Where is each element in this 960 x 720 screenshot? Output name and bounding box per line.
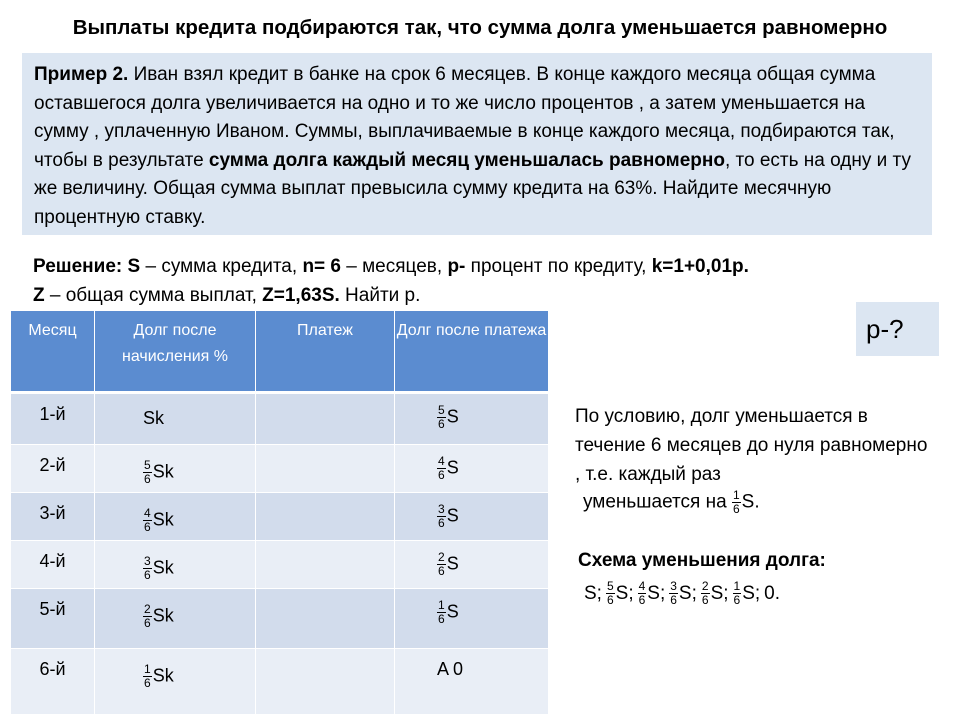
debt-paid-cell xyxy=(395,589,549,649)
fraction xyxy=(143,603,152,630)
month-cell: 6-й xyxy=(11,649,95,715)
fraction xyxy=(606,580,615,607)
scheme-item xyxy=(638,579,666,607)
decrease-text: уменьшается на xyxy=(583,491,732,513)
debt-paid-value xyxy=(437,404,459,431)
example-text-2: , то есть на одну и ту же величину. Общая сумма выплат превысила сумму кредита на 63%. Найдите месячную процентную ставку. xyxy=(34,149,911,228)
scheme-symbol: S; xyxy=(584,582,602,604)
scheme-symbol: S; xyxy=(742,582,761,604)
debt-paid-cell xyxy=(395,393,549,445)
scheme-symbol: S; xyxy=(678,582,697,604)
fraction-denominator: 6 xyxy=(438,564,445,578)
s-desc: – сумма кредита, xyxy=(140,256,303,277)
example-bold-text: сумма долга каждый месяц уменьшалась равномерно xyxy=(208,149,725,171)
debt-paid-value xyxy=(437,551,459,578)
fraction-numerator: 3 xyxy=(670,579,677,593)
decrease-symbol: S. xyxy=(741,491,760,513)
fraction-denominator: 6 xyxy=(438,417,445,431)
debt-accrued-cell xyxy=(95,493,256,541)
header-debt-after-interest: Долг после начисления % xyxy=(95,311,256,393)
fraction-numerator: 1 xyxy=(144,662,151,676)
table-row xyxy=(11,393,549,445)
condition-note: По условию, долг уменьшается в течение 6 месяцев до нуля равномерно , т.е. каждый раз xyxy=(575,406,928,485)
debt-accrued-value xyxy=(143,408,164,429)
month-cell: 4-й xyxy=(11,541,95,589)
p-symbol: p- xyxy=(447,256,466,277)
scheme-item xyxy=(606,579,634,607)
scheme-item xyxy=(584,583,602,604)
solution-label: Решение: xyxy=(33,256,123,277)
scheme-title: Схема уменьшения долга: xyxy=(578,550,826,571)
table-row xyxy=(11,541,549,589)
fraction-numerator: 2 xyxy=(701,579,709,593)
scheme-item xyxy=(669,579,697,607)
debt-paid-cell xyxy=(395,493,549,541)
fraction xyxy=(143,555,152,582)
amount-symbol: Sk xyxy=(143,408,165,428)
fraction-numerator: 5 xyxy=(144,458,151,472)
month-cell: 2-й xyxy=(11,445,95,493)
find-text: Найти p. xyxy=(339,285,421,306)
debt-table xyxy=(10,310,549,715)
solution-block xyxy=(33,252,933,310)
debt-accrued-cell xyxy=(95,393,256,445)
debt-paid-value xyxy=(437,455,459,482)
fraction-denominator: 6 xyxy=(144,616,151,630)
fraction xyxy=(437,503,446,530)
month-cell: 1-й xyxy=(11,393,95,445)
header-debt-after-payment: Долг после платежа xyxy=(395,311,549,393)
fraction-numerator: 4 xyxy=(144,506,151,520)
fraction xyxy=(437,551,446,578)
debt-paid-value xyxy=(437,503,459,530)
fraction-numerator: 3 xyxy=(144,554,151,568)
fraction xyxy=(437,599,446,626)
table-header-row xyxy=(11,311,549,393)
debt-paid-cell xyxy=(395,541,549,589)
fraction xyxy=(638,580,647,607)
amount-symbol: S xyxy=(446,505,459,526)
fraction xyxy=(143,459,152,486)
header-payment: Платеж xyxy=(256,311,395,393)
scheme-symbol: S; xyxy=(615,582,634,604)
fraction xyxy=(733,580,742,607)
amount-symbol: Sk xyxy=(152,605,174,626)
fraction-denominator: 6 xyxy=(144,520,151,534)
debt-accrued-value xyxy=(143,663,174,690)
s-symbol: S xyxy=(127,256,141,277)
amount-symbol: S xyxy=(446,457,459,478)
table-row xyxy=(11,649,549,715)
fraction-denominator: 6 xyxy=(670,593,677,607)
scheme-item xyxy=(733,579,761,607)
fraction-denominator: 6 xyxy=(438,612,445,626)
fraction xyxy=(437,404,446,431)
amount-symbol: S xyxy=(446,601,459,622)
decrease-fraction xyxy=(732,489,741,516)
table-row xyxy=(11,589,549,649)
header-month: Месяц xyxy=(11,311,95,393)
debt-accrued-value xyxy=(143,507,174,534)
payment-cell xyxy=(256,393,395,445)
payment-cell xyxy=(256,445,395,493)
debt-accrued-cell xyxy=(95,649,256,715)
page-title: Выплаты кредита подбираются так, что сумма долга уменьшается равномерно xyxy=(72,16,888,39)
fraction-denominator: 6 xyxy=(144,568,151,582)
scheme-symbol: S; xyxy=(710,582,729,604)
scheme-sequence xyxy=(584,580,784,607)
fraction-denominator: 6 xyxy=(606,593,614,607)
debt-accrued-value xyxy=(143,603,174,630)
scheme-symbol: S; xyxy=(647,582,666,604)
p-question-box: p-? xyxy=(856,302,939,356)
k-formula: k=1+0,01p. xyxy=(651,256,749,277)
payment-cell xyxy=(256,589,395,649)
fraction-denominator: 6 xyxy=(438,516,445,530)
debt-paid-cell xyxy=(395,649,549,715)
debt-accrued-cell xyxy=(95,589,256,649)
amount-symbol: S xyxy=(446,553,459,574)
amount-symbol: S xyxy=(446,406,459,427)
fraction xyxy=(437,455,446,482)
fraction-numerator: 4 xyxy=(438,454,445,468)
fraction-denominator: 6 xyxy=(144,676,151,690)
scheme-symbol: 0. xyxy=(764,582,781,604)
fraction xyxy=(143,507,152,534)
payment-cell xyxy=(256,493,395,541)
amount-symbol: A 0 xyxy=(437,659,464,679)
fraction-denominator: 6 xyxy=(701,593,709,607)
debt-paid-value xyxy=(437,659,463,680)
fraction-numerator: 1 xyxy=(732,488,740,502)
example-text-1: Иван взял кредит в банке на срок 6 месяцев. В конце каждого месяца общая сумма оставшегося долга увеличивается на одно и то же число процентов , а затем уменьшается на сумму , уплаченную Иваном. Суммы, выплачиваемые в конце каждого месяца, подбираются так, чтобы в результате xyxy=(34,64,895,171)
fraction-numerator: 3 xyxy=(438,502,445,516)
scheme-item xyxy=(701,579,729,607)
n-desc: – месяцев, xyxy=(341,256,448,277)
fraction-numerator: 5 xyxy=(606,579,614,593)
decrease-note xyxy=(583,489,943,516)
debt-paid-value xyxy=(437,599,459,626)
example-box xyxy=(22,53,932,235)
amount-symbol: Sk xyxy=(152,665,174,686)
fraction-denominator: 6 xyxy=(732,502,740,516)
fraction-numerator: 4 xyxy=(638,579,646,593)
debt-accrued-value xyxy=(143,459,174,486)
scheme-item xyxy=(764,583,780,604)
amount-symbol: Sk xyxy=(152,461,174,482)
fraction xyxy=(701,580,710,607)
debt-accrued-cell xyxy=(95,445,256,493)
z-desc: – общая сумма выплат, xyxy=(44,285,263,306)
fraction-denominator: 6 xyxy=(144,472,151,486)
fraction-numerator: 1 xyxy=(438,598,445,612)
amount-symbol: Sk xyxy=(152,509,174,530)
fraction-numerator: 1 xyxy=(733,579,741,593)
fraction-numerator: 5 xyxy=(438,403,445,417)
fraction xyxy=(143,663,152,690)
table-row xyxy=(11,445,549,493)
z-formula: Z=1,63S. xyxy=(262,285,340,306)
month-cell: 3-й xyxy=(11,493,95,541)
fraction-denominator: 6 xyxy=(733,593,741,607)
p-desc: процент по кредиту, xyxy=(465,256,652,277)
amount-symbol: Sk xyxy=(152,557,174,578)
example-label: Пример 2. xyxy=(34,64,129,85)
fraction-denominator: 6 xyxy=(438,468,445,482)
z-symbol: Z xyxy=(33,285,45,306)
table-row xyxy=(11,493,549,541)
fraction-numerator: 2 xyxy=(144,602,151,616)
payment-cell xyxy=(256,649,395,715)
fraction-numerator: 2 xyxy=(438,550,445,564)
month-cell: 5-й xyxy=(11,589,95,649)
debt-paid-cell xyxy=(395,445,549,493)
payment-cell xyxy=(256,541,395,589)
fraction xyxy=(669,580,678,607)
n-symbol: n= 6 xyxy=(302,256,341,277)
fraction-denominator: 6 xyxy=(638,593,646,607)
debt-accrued-value xyxy=(143,555,174,582)
debt-accrued-cell xyxy=(95,541,256,589)
